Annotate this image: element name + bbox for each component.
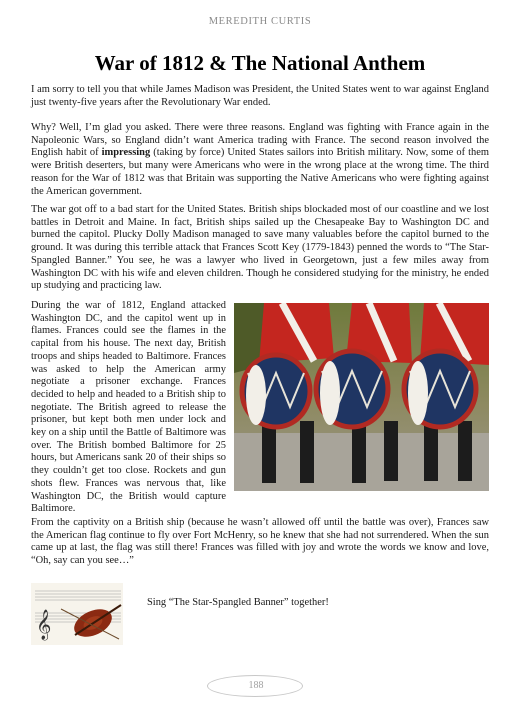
drummers-photo — [234, 303, 489, 491]
page-number: 188 — [248, 680, 264, 691]
sing-row — [31, 583, 489, 645]
paragraph-flag — [31, 517, 489, 574]
paragraph-text: During the war of 1812, England attacked Washington DC, and the capitol went up in flames. Frances could see the flames in the capital from his house. The next day, British troops and ships headed to Baltimore. Frances was asked to help the American army negotiate a prisoner exchange. Frances decided to help and headed to a British ship to negotiate. The British agreed to release the prisoner, but kept both men under lock and key on a ship until the Battle of Baltimore was over. The British bombed Baltimore for 25 hours, but Americans sank 20 of their ships so they couldn’t get too close. Rockets and gun shots flew. Frances was nervous that, like Washington DC, the British would capture Baltimore. — [31, 300, 226, 515]
paragraph-war-start — [31, 204, 489, 299]
paragraph-text: Why? Well, I’m glad you asked. There were three reasons. England was fighting with France again in the Napoleonic Wars, so England didn’t want America trading with France. The second reason involved the English habit of — [31, 122, 489, 159]
paragraph-text: I am sorry to tell you that while James Madison was President, the United States went to war against England just twenty-five years after the Revolutionary War ended. — [31, 84, 489, 108]
running-head: MEREDITH CURTIS — [208, 16, 312, 27]
paragraph-text: From the captivity on a British ship (because he wasn’t allowed off until the battle was over), Frances saw the American flag continue to fly over Fort McHenry, so he knew that she had not surrendered. When the sun came up at last, the flag was still there! Frances was filled with joy and wrote the words we know and love, “Oh, say can you see…” — [31, 517, 489, 567]
page-title: War of 1812 & The National Anthem — [94, 51, 426, 75]
paragraph-baltimore — [31, 300, 489, 516]
paragraph-intro — [31, 84, 489, 115]
violin-sheet-music-image — [31, 583, 123, 645]
paragraph-text: The war got off to a bad start for the United States. British ships blockaded most of our coastline and we lost battles in Detroit and Maine. In fact, British ships sailed up the Chesapeake Bay to Washington DC and burned the capitol. Plucky Dolly Madison managed to save many valuables before the capitol burned to the ground. It was during this terrible attack that Frances Scott Key (1779-1843) penned the words to “The Star-Spangled Banner.” You see, he was a lawyer who lived in Georgetown, just a few miles away from Washington DC with his wife and eleven children. Though he considered studying for the ministry, he ended up studying and practicing law. — [31, 204, 489, 292]
bold-term: impressing — [101, 147, 151, 159]
sing-caption: Sing “The Star-Spangled Banner” together! — [147, 597, 329, 608]
paragraph-reasons — [31, 122, 489, 204]
page-number-oval — [207, 675, 303, 697]
svg-text:𝄞: 𝄞 — [36, 610, 52, 640]
paragraph-text: (taking by force) United States sailors into British military. Now, some of them were British deserters, but many were Americans who were in the wrong place at the wrong time. The third reason for the War of 1812 was that Britain was supporting the Native Americans who were fighting against the American government. — [31, 147, 489, 197]
